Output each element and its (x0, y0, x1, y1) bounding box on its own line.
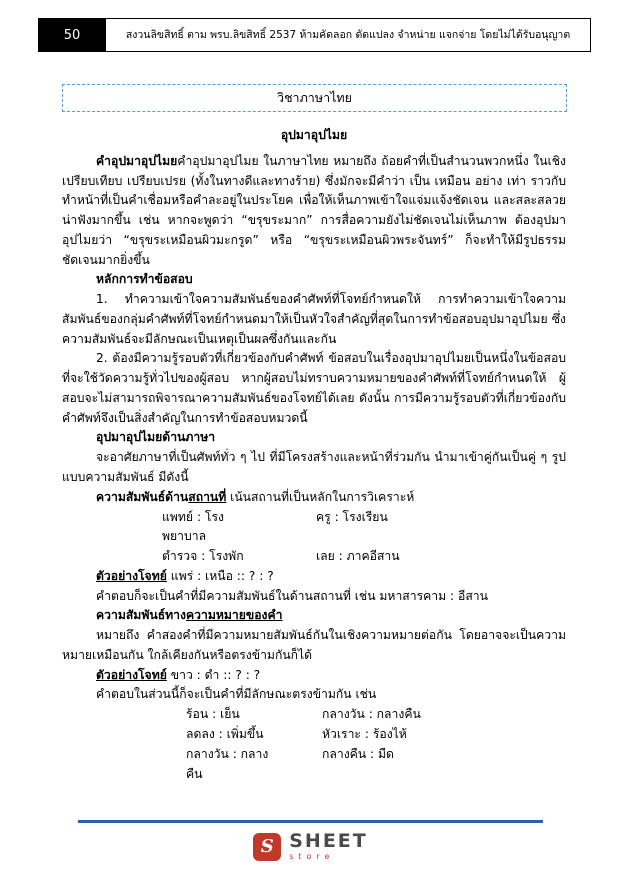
list-item (96, 745, 566, 785)
relation-place-underline: สถานที่ (188, 489, 227, 504)
language-heading: อุปมาอุปไมยด้านภาษา (96, 430, 216, 445)
place-example-label: ตัวอย่างโจทย์ (96, 568, 167, 583)
relation-meaning-heading (62, 606, 566, 626)
logo-text-group (289, 832, 368, 861)
footer-logo (0, 832, 621, 861)
meaning-example-label: ตัวอย่างโจทย์ (96, 667, 167, 682)
list-item (96, 508, 566, 548)
place-example-text: แพร่ : เหนือ :: ? : ? (166, 568, 274, 583)
pair-right: หัวเราะ : ร้องไห้ (322, 726, 407, 741)
pair-left: ลดลง : เพิ่มขึ้น (186, 726, 264, 741)
subject-title-box: วิชาภาษาไทย (62, 84, 567, 112)
relation-place-prefix: ความสัมพันธ์ด้าน (96, 489, 189, 504)
pair-left: แพทย์ : โรงพยาบาล (162, 509, 224, 544)
relation-place-suffix: เน้นสถานที่เป็นหลักในการวิเคราะห์ (226, 489, 415, 504)
pair-right: ครู : โรงเรียน (316, 509, 388, 524)
footer-divider (78, 820, 543, 823)
list-item (96, 547, 566, 567)
list-item (96, 725, 566, 745)
page-number: 50 (38, 18, 106, 52)
copyright-notice: สงวนลิขสิทธิ์ ตาม พรบ.ลิขสิทธิ์ 2537 ห้ามคัดลอก ดัดแปลง จำหน่าย แจกจ่าย โดยไม่ได้รับอนุญาต (106, 18, 591, 52)
relation-meaning-text: หมายถึง คำสองคำที่มีความหมายสัมพันธ์กันในเชิงความหมายต่อกัน โดยอาจจะเป็นความหมายเหมือนกัน ใกล้เคียงกันหรือตรงข้ามกันก็ได้ (62, 628, 566, 662)
place-answer: คำตอบก็จะเป็นคำที่มีความสัมพันธ์ในด้านสถานที่ เช่น มหาสารคาม : อีสาน (96, 588, 488, 603)
relation-meaning-underline: ความหมายของคำ (185, 608, 283, 623)
logo-subtitle: store (289, 852, 335, 861)
meaning-answer: คำตอบในส่วนนี้ก็จะเป็นคำที่มีลักษณะตรงข้ามกัน เช่น (96, 687, 377, 702)
pair-right: เลย : ภาคอีสาน (316, 549, 400, 564)
pair-right: กลางคืน : มืด (322, 746, 394, 761)
principle-1: 1. ทำความเข้าใจความสัมพันธ์ของคำศัพท์ที่โจทย์กำหนดให้ การทำความเข้าใจความสัมพันธ์ของกลุ่มคำศัพท์ที่โจทย์กำหนดมาให้เป็นหัวใจสำคัญที่สุดในการทำข้อสอบอุปมาอุปไมย ซึ่งความสัมพันธ์จะมีลักษณะเป็นเหตุเป็นผลซึ่งกันและกัน (62, 292, 566, 346)
place-example (62, 567, 566, 587)
pair-left: ร้อน : เย็น (186, 707, 240, 722)
main-heading: อุปมาอุปไมย (280, 128, 348, 142)
meaning-example (62, 666, 566, 686)
paragraph-language: จะอาศัยภาษาที่เป็นศัพท์ทั่ว ๆ ไป ที่มีโครงสร้างและหน้าที่ร่วมกัน นำมาเข้าคู่กันเป็นคู่ ๆ รูปแบบความสัมพันธ์ มีดังนี้ (62, 450, 566, 485)
principles-heading: หลักการทำข้อสอบ (96, 272, 193, 287)
place-pair-list (62, 508, 566, 567)
sheet-store-logo-icon: S (253, 833, 281, 861)
paragraph-definition: คำอุปมาอุปไมยคำอุปมาอุปไมย ในภาษาไทย หมายถึง ถ้อยคำที่เป็นสำนวนพวกหนึ่ง ในเชิงเปรียบเทียบ เปรียบเปรย (ทั้งในทางดีและทางร้าย) ซึ่งมักจะมีคำว่า เป็น เหมือน อย่าง เท่า ราวกับ ทำหน้าที่เป็นคำเชื่อมหรือคำละอยู่ในประโยค เพื่อให้เห็นภาพเข้าใจแจ่มแจ้งชัดเจน และสละสลวยน่าฟังมากขึ้น เช่น หากจะพูดว่า “ขรุขระมาก” การสื่อความยังไม่ชัดเจนไม่เห็นภาพ ต้องอุปมาอุปไมยว่า “ขรุขระเหมือนผิวมะกรูด” หรือ “ขรุขระเหมือนผิวพระจันทร์” ก็จะทำให้มีรูปธรรมชัดเจนมากยิ่งขึ้น (62, 153, 566, 267)
meaning-pair-list (62, 705, 566, 784)
meaning-example-text: ขาว : ดำ :: ? : ? (166, 667, 261, 682)
paragraph-definition-text: คำอุปมาอุปไมย ในภาษาไทย หมายถึง ถ้อยคำที่เป็นสำนวนพวกหนึ่ง ในเชิงเปรียบเทียบ เปรียบเปรย (ทั้งในทางดีและทางร้าย) ซึ่งมักจะมีคำว่า เป็น เหมือน อย่าง เท่า ราวกับ ทำหน้าที่เป็นคำเชื่อมหรือคำละอยู่ในประโยค เพื่อให้เห็นภาพเข้าใจแจ่มแจ้งชัดเจน และสละสลวยน่าฟังมากขึ้น เช่น หากจะพูดว่า “ขรุขระมาก” การสื่อความยังไม่ชัดเจนไม่เห็นภาพ ต้องอุปมาอุปไมยว่า “ขรุขระเหมือนผิวมะกรูด” หรือ “ขรุขระเหมือนผิวพระจันทร์” ก็จะทำให้มีรูปธรรมชัดเจนมากยิ่งขึ้น (62, 153, 566, 267)
page-header (38, 18, 591, 52)
document-body (62, 126, 566, 784)
list-item (96, 705, 566, 725)
relation-place-heading (62, 488, 566, 508)
relation-meaning-prefix: ความสัมพันธ์ทาง (96, 608, 186, 623)
logo-title: SHEET (289, 830, 368, 852)
pair-right: กลางวัน : กลางคืน (322, 707, 421, 722)
pair-left: กลางวัน : กลางคืน (186, 746, 269, 781)
principle-2: 2. ต้องมีความรู้รอบตัวที่เกี่ยวข้องกับคำศัพท์ ข้อสอบในเรื่องอุปมาอุปไมยเป็นหนึ่งในข้อสอบที่จะใช้วัดความรู้ทั่วไปของผู้สอบ หากผู้สอบไม่ทราบความหมายของคำศัพท์ที่โจทย์กำหนดให้ ผู้สอบจะไม่สามารถพิจารณาความสัมพันธ์ของโจทย์ได้เลย ดังนั้น การมีความรู้รอบตัวที่เกี่ยวข้องกับคำศัพท์จึงเป็นสิ่งสำคัญในการทำข้อสอบหมวดนี้ (62, 351, 566, 425)
pair-left: ตำรวจ : โรงพัก (162, 549, 244, 564)
